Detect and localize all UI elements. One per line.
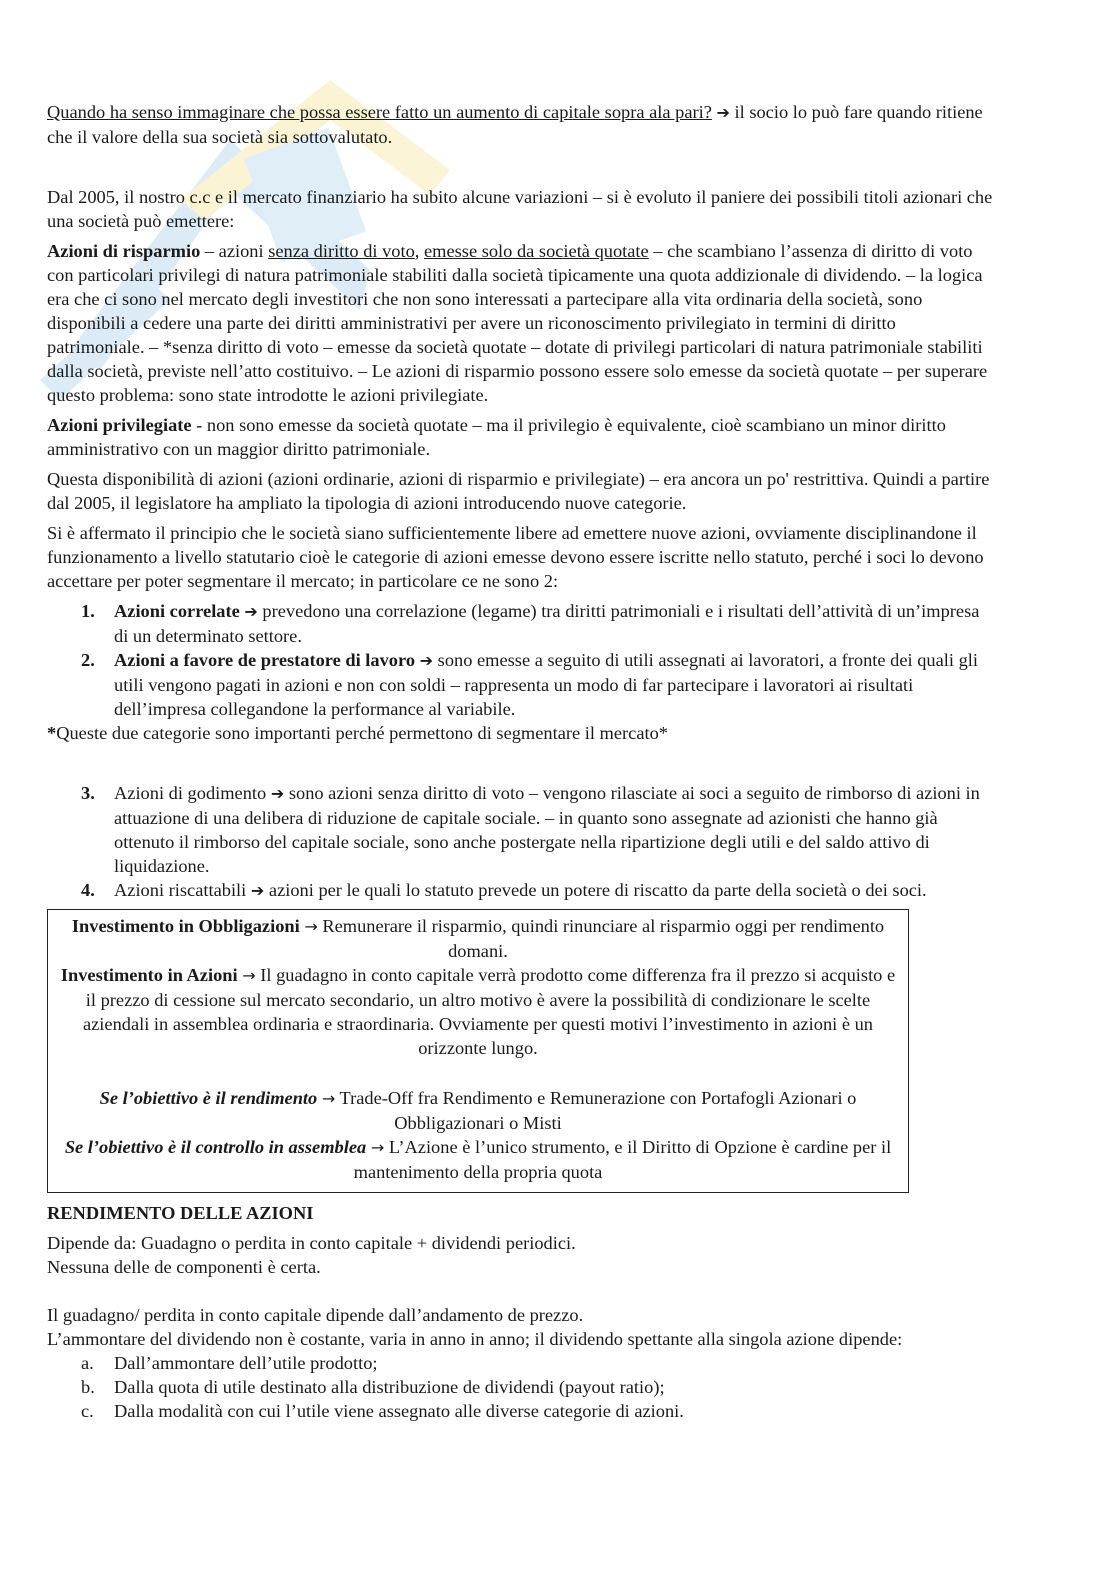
arrow-icon: ➔ [270, 784, 285, 803]
investment-summary-box [47, 909, 909, 1193]
list-item [47, 1351, 997, 1375]
list-number: 3. [81, 783, 95, 803]
arrow-icon: → [321, 1089, 336, 1108]
intro-answer: il socio lo può fare quando ritiene che il valore della sua società sia sottovalutato. [47, 102, 983, 147]
note-paragraph [47, 721, 997, 745]
box-text: L’Azione è l’unico strumento, e il Diritto di Opzione è cardine per il mantenimento della propria quota [353, 1137, 892, 1182]
document-page [47, 100, 997, 1423]
privilegiate-paragraph [47, 413, 997, 461]
categories-list-2 [47, 781, 997, 903]
risparmio-underline-2: emesse solo da società quotate [424, 241, 649, 261]
list-number: 2. [81, 650, 95, 670]
list-item [47, 648, 997, 721]
box-title: Investimento in Obbligazioni [71, 916, 300, 936]
list-item-text: Dalla modalità con cui l’utile viene assegnato alle diverse categorie di azioni. [114, 1401, 684, 1421]
list-item-title: Azioni a favore de prestatore di lavoro [114, 650, 416, 670]
box-azioni [58, 963, 898, 1060]
evolution-paragraph: Dal 2005, il nostro c.c e il mercato finanziario ha subito alcune variazioni – si è evoluto il paniere dei possibili titoli azionari che una società può emettere: [47, 187, 993, 231]
list-item [47, 599, 997, 648]
note-star: * [47, 723, 57, 743]
risparmio-text-2: , [414, 241, 424, 261]
list-item-text: azioni per le quali lo statuto prevede un potere di riscatto da parte della società o dei soci. [268, 880, 927, 900]
box-text: Il guadagno in conto capitale verrà prodotto come differenza fra il prezzo si acquisto e il prezzo di cessione sul mercato secondario, un altro motivo è avere la possibilità di condizionare le scelte aziendali in assemblea ordinaria e straordinaria. Ovviamente per questi motivi l’investimento in azioni è un orizzonte lungo. [82, 965, 896, 1058]
list-item [47, 878, 997, 903]
box-title: Se l’obiettivo è il rendimento [99, 1088, 318, 1108]
list-number: 4. [81, 880, 95, 900]
risparmio-underline-1: senza diritto di voto [268, 241, 415, 261]
rendimento-line-1: Dipende da: Guadagno o perdita in conto capitale + dividendi periodici. [47, 1233, 576, 1253]
risparmio-text-3: – che scambiano l’assenza di diritto di voto con particolari privilegi di natura patrimoniale stabiliti dalla società tipicamente una quota addizionale di dividendo. – la logica era che ci sono nel mercato degli investitori che non sono interessati a partecipare alla vita ordinaria della società, sono disponibili a cedere una parte dei diritti amministrativi per avere un riconoscimento privilegiato in termini di diritto patrimoniale. – *senza diritto di voto – emesse da società quotate – dotate di privilegi particolari di natura patrimoniale stabiliti dalla società, previste nell’atto costituivo. – Le azioni di risparmio possono essere solo emesse da società quotate – per superare questo problema: sono state introdotte le azioni privilegiate. [47, 241, 988, 405]
box-text: Remunerare il risparmio, quindi rinunciare al risparmio oggi per rendimento domani. [322, 916, 885, 961]
list-item-title: Azioni di godimento [114, 783, 267, 803]
box-rendimento [58, 1086, 898, 1135]
list-number: 1. [81, 601, 95, 621]
list-item [47, 781, 997, 878]
arrow-icon: → [304, 917, 318, 936]
intro-paragraph [47, 100, 997, 149]
dividend-factors-list [47, 1351, 997, 1423]
intro-question: Quando ha senso immaginare che possa essere fatto un aumento di capitale sopra ala pari? [47, 102, 712, 122]
note-text: Queste due categorie sono importanti perché permettono di segmentare il mercato* [56, 723, 668, 743]
principle-paragraph: Si è affermato il principio che le società siano sufficientemente libere ad emettere nuove azioni, ovviamente disciplinandone il funzionamento a livello statutario cioè le categorie di azioni emesse devono essere iscritte nello statuto, perché i soci lo devono accettare per poter segmentare il mercato; in particolare ce ne sono 2: [47, 523, 984, 591]
rendimento-line-2: Nessuna delle de componenti è certa. [47, 1257, 321, 1277]
list-item-title: Azioni riscattabili [114, 880, 247, 900]
privilegiate-title: Azioni privilegiate [47, 415, 192, 435]
rendimento-line-3: Il guadagno/ perdita in conto capitale dipende dall’andamento de prezzo. [47, 1305, 584, 1325]
risparmio-text-1: – azioni [200, 241, 269, 261]
restrictive-paragraph: Questa disponibilità di azioni (azioni ordinarie, azioni di risparmio e privilegiate) – era ancora un po' restrittiva. Quindi a partire dal 2005, il legislatore ha ampliato la tipologia di azioni introducendo nuove categorie. [47, 469, 990, 513]
arrow-icon: ➔ [244, 602, 258, 621]
list-item [47, 1399, 997, 1423]
box-controllo [58, 1135, 898, 1184]
list-letter: a. [81, 1353, 94, 1373]
list-item-text: Dall’ammontare dell’utile prodotto; [114, 1353, 378, 1373]
list-letter: b. [81, 1377, 95, 1397]
arrow-icon: ➔ [716, 103, 730, 122]
section-heading: RENDIMENTO DELLE AZIONI [47, 1203, 314, 1223]
list-letter: c. [81, 1401, 94, 1421]
list-item-text: sono azioni senza diritto di voto – vengono rilasciate ai soci a seguito de rimborso di azioni in attuazione di una delibera di riduzione de capitale sociale. – in quanto sono assegnate ad azionisti che hanno già ottenuto il rimborso del capitale sociale, sono anche postergate nella ripartizione degli utili e del saldo attivo di liquidazione. [114, 783, 980, 876]
risparmio-paragraph [47, 239, 997, 407]
list-item-text: prevedono una correlazione (legame) tra diritti patrimoniali e i risultati dell’attività di un’impresa di un determinato settore. [114, 601, 980, 646]
privilegiate-text: - non sono emesse da società quotate – ma il privilegio è equivalente, cioè scambiano un minor diritto amministrativo con un maggior diritto patrimoniale. [47, 415, 946, 459]
arrow-icon: ➔ [419, 651, 434, 670]
box-text: Trade-Off fra Rendimento e Remunerazione con Portafogli Azionari o Obbligazionari o Misti [339, 1088, 857, 1133]
arrow-icon: → [242, 966, 256, 985]
list-item-title: Azioni correlate [114, 601, 240, 621]
list-item [47, 1375, 997, 1399]
rendimento-line-4: L’ammontare del dividendo non è costante, varia in anno in anno; il dividendo spettante alla singola azione dipende: [47, 1329, 903, 1349]
list-item-text: Dalla quota di utile destinato alla distribuzione de dividendi (payout ratio); [114, 1377, 665, 1397]
risparmio-title: Azioni di risparmio [47, 241, 201, 261]
arrow-icon: ➔ [250, 881, 265, 900]
box-title: Investimento in Azioni [60, 965, 238, 985]
arrow-icon: → [370, 1138, 385, 1157]
list-item-text: sono emesse a seguito di utili assegnati ai lavoratori, a fronte dei quali gli utili vengono pagati in azioni e non con soldi – rappresenta un modo di far partecipare i lavoratori ai risultati dell’impresa collegandone la performance al variabile. [114, 650, 978, 719]
box-obbligazioni [58, 914, 898, 963]
box-title: Se l’obiettivo è il controllo in assemblea [64, 1137, 367, 1157]
categories-list-1 [47, 599, 997, 721]
